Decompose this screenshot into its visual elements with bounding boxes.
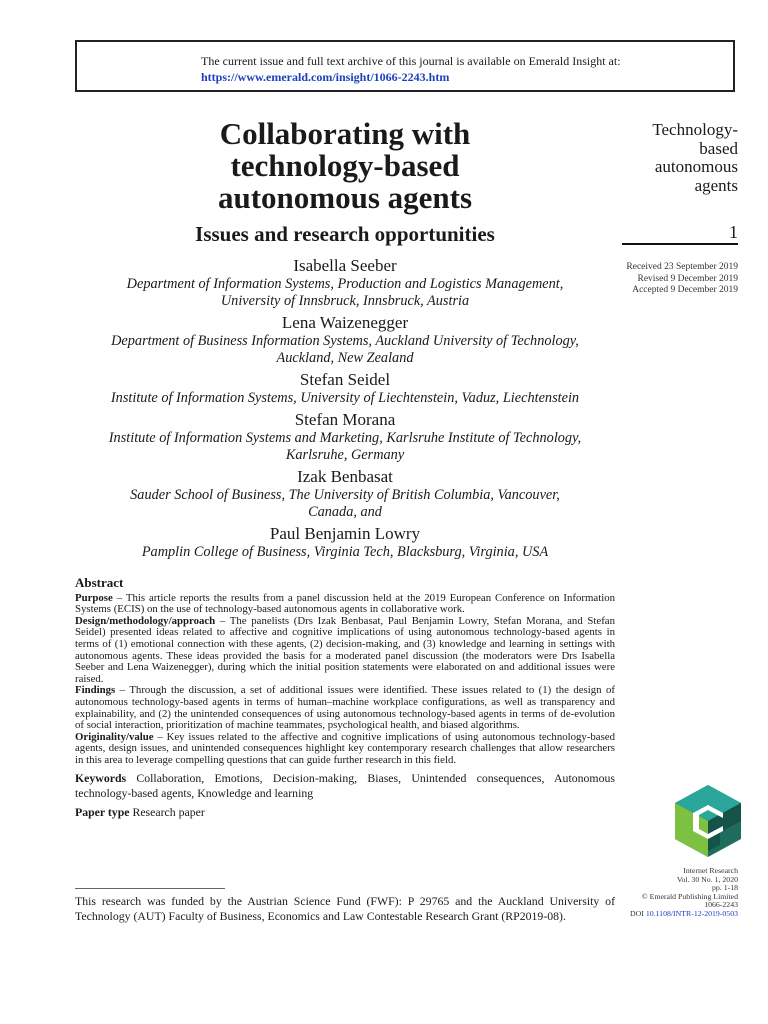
author-affiliation: Institute of Information Systems, University of Liechtenstein, Vaduz, Liechtenstein <box>110 390 580 406</box>
abstract-heading: Abstract <box>75 575 124 590</box>
running-title <box>600 121 738 195</box>
keywords-text: Collaboration, Emotions, Decision-making, Biases, Unintended consequences, Autonomous technology-based agents, Knowledge and learning <box>75 770 615 800</box>
emerald-publisher-logo <box>675 785 741 857</box>
copyright: © Emerald Publishing Limited <box>641 891 738 901</box>
side-divider <box>622 243 738 245</box>
running-title-line: based <box>699 138 738 158</box>
purpose-label: Purpose <box>75 591 113 604</box>
findings-label: Findings <box>75 684 116 697</box>
author-affiliation: Department of Information Systems, Production and Logistics Management, <box>126 276 564 292</box>
author-name: Stefan Morana <box>294 410 396 429</box>
design-text: – The panelists (Drs Izak Benbasat, Paul Benjamin Lowry, Stefan Morana, and Stefan Seidel) presented ideas related to affective and cognitive implications of using autonomous technology-based agents in terms of (1) emotional connection with these agents, (2) decision-making, and (3) knowledge and learning in settings with autonomous agents. These ideas provided the basis for a moderated panel discussion (the moderators were Drs Isabella Seeber and Lena Waizenegger), during which the initial position statements were elaborated on and additional issues were raised. <box>75 614 615 685</box>
running-title-line: Technology- <box>652 120 738 139</box>
author-affiliation: Department of Business Information Systems, Auckland University of Technology, <box>111 333 579 349</box>
author-affiliation: Institute of Information Systems and Marketing, Karlsruhe Institute of Technology, <box>108 430 582 446</box>
abstract-section <box>75 577 615 820</box>
author-name: Isabella Seeber <box>293 256 397 275</box>
abstract-originality <box>75 732 615 767</box>
accepted-date: Accepted 9 December 2019 <box>632 285 738 295</box>
abstract-keywords <box>75 771 615 801</box>
notice-text: The current issue and full text archive of this journal is available on Emerald Insight at: <box>201 54 621 68</box>
abstract-design <box>75 616 615 686</box>
journal-url-link[interactable]: https://www.emerald.com/insight/1066-2243.htm <box>201 70 450 84</box>
volume-issue: Vol. 30 No. 1, 2020 <box>676 874 738 884</box>
doi-link[interactable]: 10.1108/INTR-12-2019-0503 <box>645 908 738 918</box>
author-affiliation: Sauder School of Business, The University of British Columbia, Vancouver, <box>130 487 560 503</box>
originality-text: – Key issues related to the affective and cognitive implications of using autonomous technology-based agents, design issues, and unintended consequences highlight key contemporary research challenges that allow researchers in this area to leverage compelling questions that can guide further research in this field. <box>75 730 615 766</box>
page-number: 1 <box>729 222 738 242</box>
abstract-purpose <box>75 593 615 616</box>
title-line: Collaborating with <box>219 116 471 151</box>
article-title <box>150 118 540 214</box>
author-affiliation: Pamplin College of Business, Virginia Tech, Blacksburg, Virginia, USA <box>141 544 549 560</box>
design-label: Design/methodology/approach <box>75 614 216 627</box>
journal-notice-box <box>75 40 735 92</box>
running-title-line: autonomous <box>654 157 738 176</box>
revised-date: Revised 9 December 2019 <box>637 273 738 284</box>
author-name: Paul Benjamin Lowry <box>269 524 421 543</box>
abstract-paper-type <box>75 805 615 820</box>
author-affiliation: University of Innsbruck, Innsbruck, Austria <box>220 293 470 309</box>
doi-line <box>600 910 738 919</box>
author-affiliation: Auckland, New Zealand <box>276 350 414 366</box>
funding-footnote: This research was funded by the Austrian Science Fund (FWF): P 29765 and the Auckland University of Technology (AUT) Faculty of Business, Economics and Law Contestable Research Grant (RP2019-08). <box>75 894 615 923</box>
author-name: Izak Benbasat <box>297 467 393 486</box>
footnote-divider <box>75 888 225 889</box>
originality-label: Originality/value <box>75 730 154 743</box>
author-affiliation: Karlsruhe, Germany <box>285 447 405 463</box>
page-range: pp. 1-18 <box>712 883 738 893</box>
author-affiliation: Canada, and <box>308 504 382 520</box>
paper-type-label: Paper type <box>75 804 130 819</box>
doi-label: DOI <box>630 908 646 918</box>
issn: 1066-2243 <box>704 900 738 910</box>
abstract-findings <box>75 685 615 731</box>
keywords-label: Keywords <box>75 770 127 785</box>
journal-name: Internet Research <box>683 866 738 875</box>
title-line: technology-based <box>230 148 460 183</box>
publication-info <box>600 867 738 919</box>
author-list <box>70 256 620 561</box>
article-subtitle: Issues and research opportunities <box>195 222 495 246</box>
title-line: autonomous agents <box>217 180 473 215</box>
received-date: Received 23 September 2019 <box>626 262 738 272</box>
running-title-line: agents <box>694 175 738 195</box>
findings-text: – Through the discussion, a set of additional issues were identified. These issues related to (1) the design of autonomous technology-based agents in terms of human–machine workplace configurations, as well as transparency and explainability, and (2) the unintended consequences of using autonomous technology-based agents in terms of de-evolution of social interaction, prioritization of machine teammates, psychological health, and biased algorithms. <box>75 684 615 732</box>
paper-type-text: Research paper <box>129 804 205 819</box>
history-dates <box>600 262 738 297</box>
purpose-text: – This article reports the results from a panel discussion held at the 2019 European Conference on Information Systems (ECIS) on the use of technology-based autonomous agents in collaborative work. <box>75 591 615 616</box>
author-name: Stefan Seidel <box>299 370 391 389</box>
author-name: Lena Waizenegger <box>281 313 409 332</box>
